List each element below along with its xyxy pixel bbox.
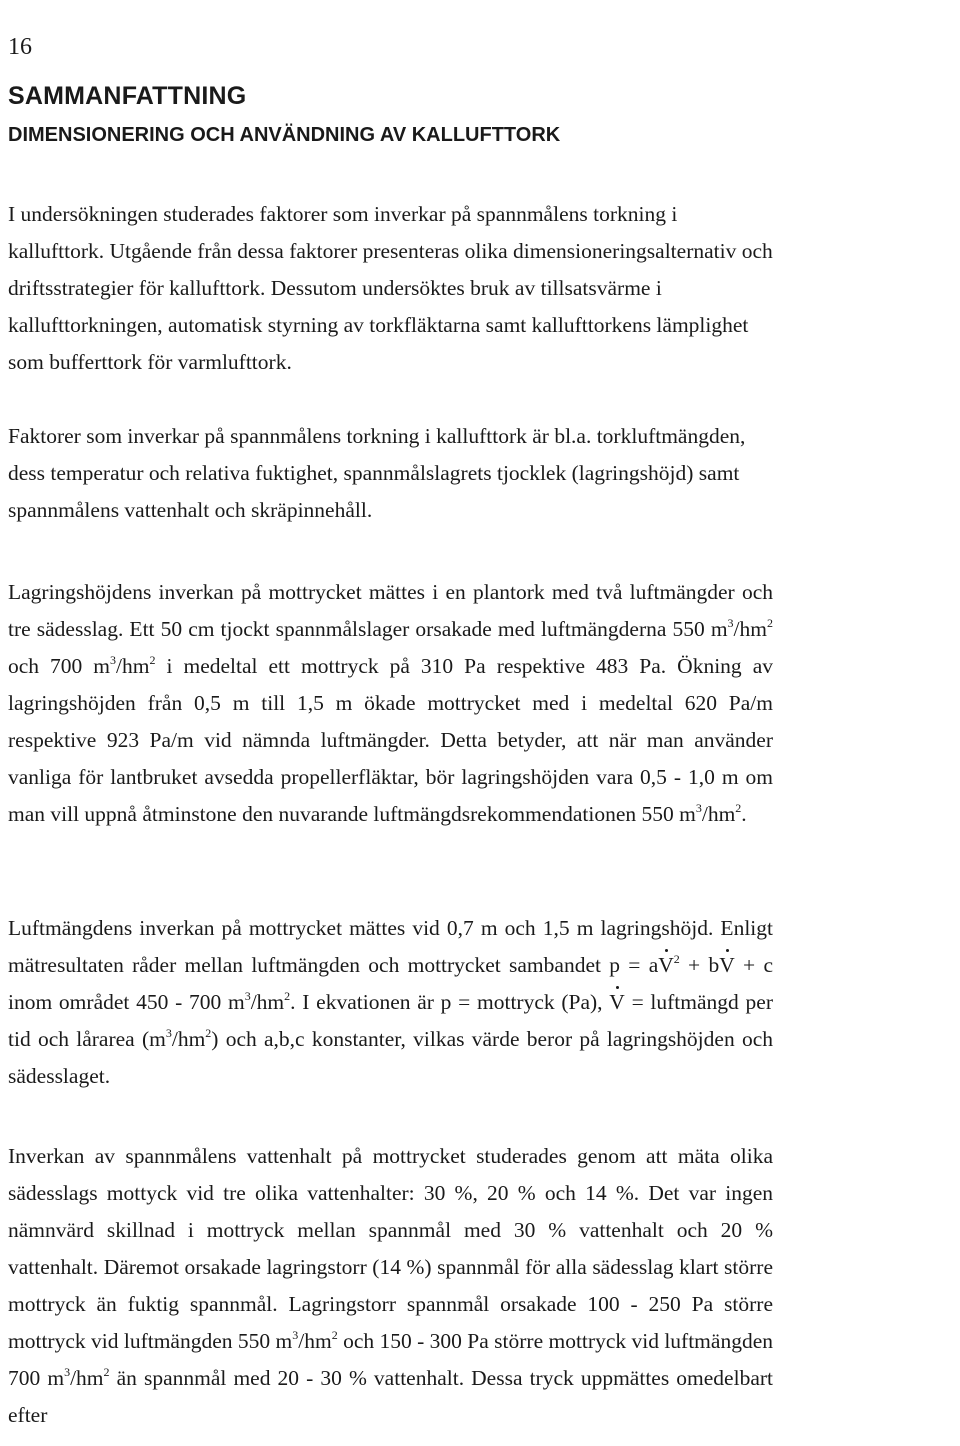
page-title: SAMMANFATTNING — [8, 82, 247, 110]
text-run: än spannmål med 20 - 30 % vattenhalt. Dessa tryck uppmättes omedelbart efter — [8, 1366, 773, 1427]
text-run: . I ekvationen är p = mottryck (Pa), — [290, 990, 610, 1014]
superscript: 3 — [695, 801, 702, 815]
superscript: 2 — [735, 801, 742, 815]
paragraph-intro: I undersökningen studerades faktorer som inverkar på spannmålens torkning i kallufttork. Utgående från dessa faktorer presenteras olika dimensioneringsalternativ och driftsstrategier för kallufttork. Dessutom undersöktes bruk av tillsatsvärme i kallufttorkningen, automatisk styrning av torkfläktarna samt kallufttorkens lämplighet som bufferttork för varmlufttork. — [8, 202, 773, 374]
text-run: = luftmängd per tid och lårarea (m — [8, 990, 773, 1051]
section-heading: DIMENSIONERING OCH ANVÄNDNING AV KALLUFTTORK — [8, 124, 561, 146]
text-run: + c inom området 450 - 700 m — [8, 953, 773, 1014]
paragraph-moisture — [8, 1138, 773, 1434]
v-dot-symbol: V — [609, 984, 625, 1021]
superscript: 2 — [767, 616, 773, 630]
text-run: /hm — [250, 990, 285, 1014]
text-run: i medeltal ett mottryck på 310 Pa respektive 483 Pa. Ökning av lagringshöjden från 0,5 m till 1,5 m ökade mottrycket med i medeltal 620 Pa/m respektive 923 Pa/m vid nämnda luftmängder. Detta betyder, att när man använder vanliga för lantbruket avsedda propellerfläktar, bör lagringshöjden vara 0,5 - 1,0 m om man vill uppnå åtminstone den nuvarande luftmängdsrekommendationen 550 m — [8, 654, 773, 826]
text-run: + b — [679, 953, 720, 977]
text-run: ) och a,b,c konstanter, vilkas värde beror på lagringshöjden och sädesslaget. — [8, 1027, 773, 1088]
superscript: 3 — [64, 1365, 71, 1379]
superscript: 2 — [331, 1328, 338, 1342]
text-run: och 150 - 300 Pa större mottryck vid luftmängden 700 m — [8, 1329, 773, 1390]
superscript: 3 — [110, 653, 117, 667]
text-run: /hm — [116, 654, 150, 678]
paragraph-factors: Faktorer som inverkar på spannmålens torkning i kallufttork är bl.a. torkluftmängden, dess temperatur och relativa fuktighet, spannmålslagrets tjocklek (lagringshöjd) samt spannmålens vattenhalt och skräpinnehåll. — [8, 424, 746, 522]
text-run: /hm — [701, 802, 736, 826]
page-number: 16 — [8, 34, 32, 60]
text-run: /hm — [298, 1329, 332, 1353]
text-run: /hm — [733, 617, 767, 641]
text-run: Lagringshöjdens inverkan på mottrycket mättes i en plantork med två luftmängder och tre sädesslag. Ett 50 cm tjockt spannmålslager orsakade med luftmängderna 550 m — [8, 580, 773, 641]
text-run: Inverkan av spannmålens vattenhalt på mottrycket studerades genom att mäta olika sädesslags mottyck vid tre olika vattenhalter: 30 %, 20 % och 14 %. Det var ingen nämnvärd skillnad i mottryck mellan spannmål med 30 % vattenhalt och 20 % vattenhalt. Däremot orsakade lagringstorr (14 %) spannmål för alla sädesslag klart större mottryck än fuktig spannmål. Lagringstorr spannmål orsakade 100 - 250 Pa större mottryck vid luftmängden 550 m — [8, 1144, 773, 1353]
superscript: 3 — [244, 989, 251, 1003]
paragraph-storage-height — [8, 574, 773, 833]
superscript: 2 — [149, 653, 156, 667]
superscript: 2 — [673, 952, 680, 966]
text-run: Luftmängdens inverkan på mottrycket mättes vid 0,7 m och 1,5 m lagringshöjd. Enligt mätresultaten råder mellan luftmängden och mottrycket sambandet p = a — [8, 916, 773, 977]
superscript: 3 — [727, 616, 734, 630]
text-run: och 700 m — [8, 654, 111, 678]
text-run: /hm — [70, 1366, 104, 1390]
paragraph-airflow — [8, 910, 773, 1095]
superscript: 2 — [284, 989, 291, 1003]
superscript: 3 — [165, 1026, 172, 1040]
text-run: /hm — [171, 1027, 206, 1051]
superscript: 2 — [205, 1026, 212, 1040]
superscript: 3 — [292, 1328, 299, 1342]
superscript: 2 — [103, 1365, 110, 1379]
text-run: . — [741, 802, 747, 826]
v-dot-symbol: V — [658, 947, 674, 984]
v-dot-symbol: V — [719, 947, 735, 984]
